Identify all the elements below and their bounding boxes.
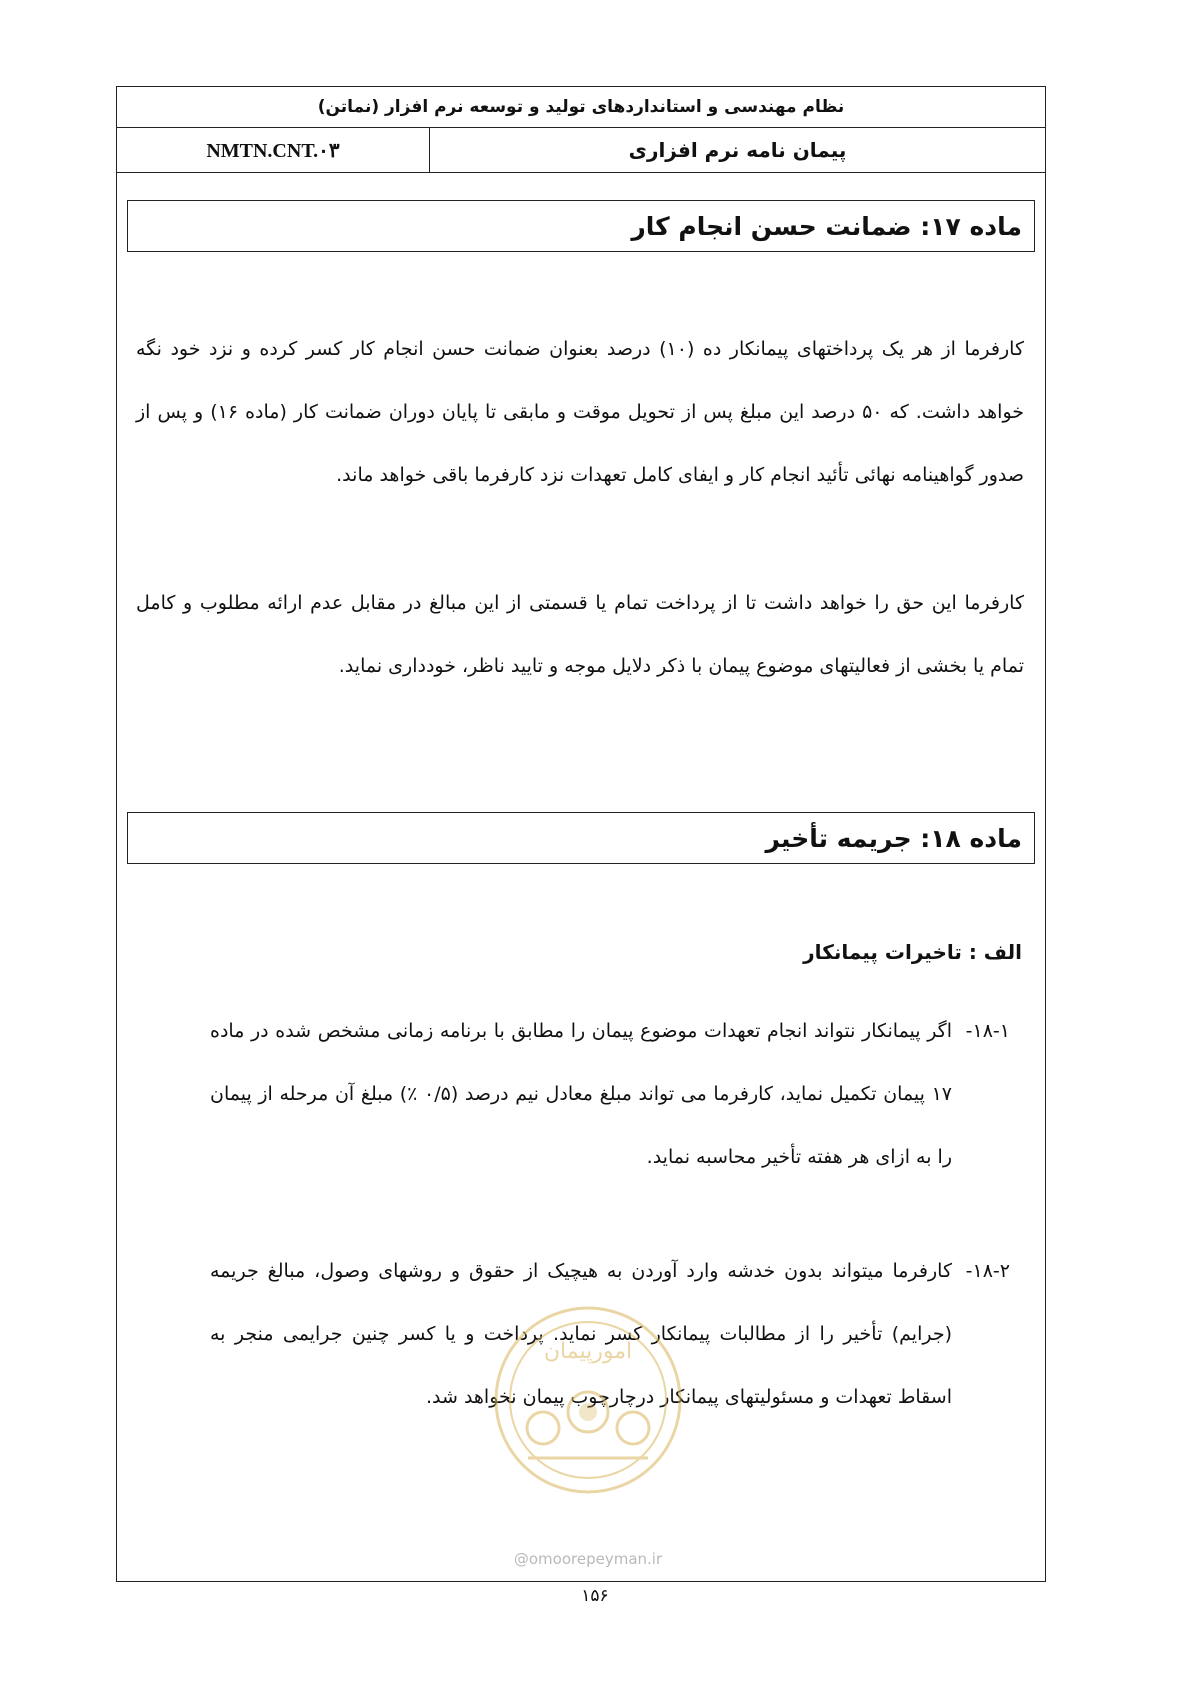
watermark-url: @omoorepeyman.ir (513, 1550, 663, 1568)
clause-18-1 (210, 1000, 1010, 1189)
article-17-paragraph-1: کارفرما از هر یک پرداختهای پیمانکار ده (۱۰) درصد بعنوان ضمانت حسن انجام کار کسر کرده و نزد خود نگه خواهد داشت. که ۵۰ درصد این مبلغ پس از تحویل موقت و مابقی تا پایان دوران ضمانت کار (ماده ۱۶) و پس از صدور گواهینامه نهائی تأئید انجام کار و ایفای کامل تعهدات نزد کارفرما باقی خواهد ماند. (136, 338, 1024, 486)
watermark-stamp (488, 1300, 688, 1500)
article-18-heading: ماده ۱۸: جریمه تأخیر (127, 812, 1035, 864)
clause-number: ۱۸-۱- (965, 1020, 1010, 1042)
document-code: NMTN.CNT.۰۳ (117, 128, 430, 172)
article-17-paragraph-2: کارفرما این حق را خواهد داشت تا از پرداخت تمام یا قسمتی از این مبالغ در مقابل عدم ارائه مطلوب و کامل تمام یا بخشی از فعالیتهای موضوع پیمان با ذکر دلایل موجه و تایید ناظر، خودداری نماید. (136, 592, 1024, 677)
header-row (116, 127, 1046, 173)
article-17-heading: ماده ۱۷: ضمانت حسن انجام کار (127, 200, 1035, 252)
clause-text: کارفرما میتواند بدون خدشه وارد آوردن به هیچیک از حقوق و روشهای وصول، مبالغ جریمه (جرایم) تأخیر را از مطالبات پیمانکار کسر نماید. پرداخت و یا کسر چنین جرایمی منجر به اسقاط تعهدات و مسئولیتهای پیمانکار درچارچوب پیمان نخواهد شد. (210, 1260, 952, 1408)
clause-number: ۱۸-۲- (965, 1260, 1010, 1282)
article-18-subheading: الف : تاخیرات پیمانکار (803, 940, 1022, 964)
system-title: نظام مهندسی و استانداردهای تولید و توسعه نرم افزار (نماتن) (116, 86, 1046, 128)
page-number: ۱۵۶ (581, 1586, 609, 1606)
clause-text: اگر پیمانکار نتواند انجام تعهدات موضوع پیمان را مطابق با برنامه زمانی مشخص شده در ماده ۱۷ پیمان تکمیل نماید، کارفرما می تواند مبلغ معادل نیم درصد (۰/۵ ٪) مبلغ آن مرحله از پیمان را به ازای هر هفته تأخیر محاسبه نماید. (210, 1020, 953, 1168)
stamp-text: امورپیمان (543, 1339, 633, 1364)
document-title: پیمان نامه نرم افزاری (628, 138, 847, 162)
